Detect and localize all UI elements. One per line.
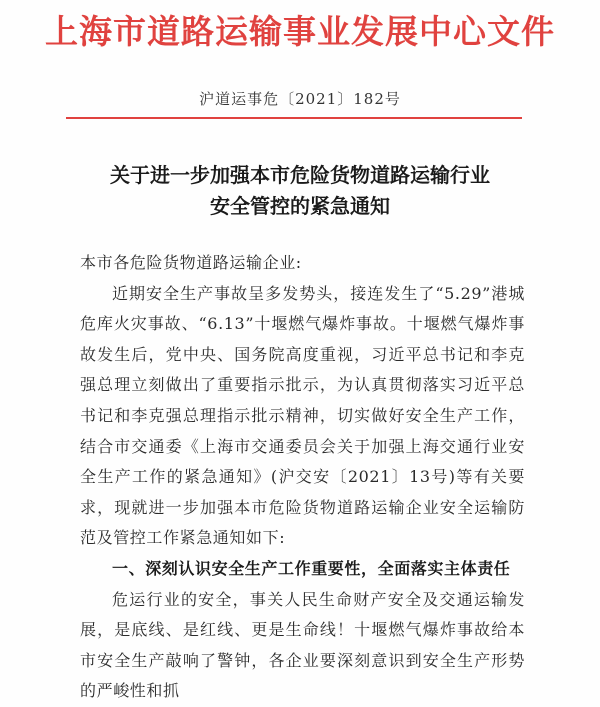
document-title bbox=[0, 160, 600, 222]
document-body bbox=[80, 248, 525, 707]
document-number: 沪道运事危〔2021〕182号 bbox=[199, 90, 401, 108]
title-line-1: 关于进一步加强本市危险货物道路运输行业 bbox=[110, 163, 490, 187]
title-line-2: 安全管控的紧急通知 bbox=[210, 194, 390, 218]
organization-header: 上海市道路运输事业发展中心文件 bbox=[45, 12, 555, 51]
body-paragraph: 危运行业的安全，事关人民生命财产安全及交通运输发展，是底线、是红线、更是生命线！十堰燃气爆炸事故给本市安全生产敲响了警钟，各企业要深刻意识到安全生产形势的严峻性和抓 bbox=[80, 589, 525, 701]
salutation: 本市各危险货物道路运输企业: bbox=[80, 253, 302, 272]
body-paragraph: 近期安全生产事故呈多发势头，接连发生了“5.29”港城危库火灾事故、“6.13”十堰燃气爆炸事故。十堰燃气爆炸事故发生后，党中央、国务院高度重视，习近平总书记和李克强总理立刻做出了重要指示批示，为认真贯彻落实习近平总书记和李克强总理指示批示精神，切实做好安全生产工作，结合市交通委《上海市交通委员会关于加强上海交通行业安全生产工作的紧急通知》(沪交安〔2021〕13号)等有关要求，现就进一步加强本市危险货物道路运输企业安全运输防范及管控工作紧急通知如下: bbox=[80, 283, 525, 548]
red-divider-line bbox=[66, 117, 522, 119]
section-heading: 一、深刻认识安全生产工作重要性，全面落实主体责任 bbox=[112, 558, 511, 578]
